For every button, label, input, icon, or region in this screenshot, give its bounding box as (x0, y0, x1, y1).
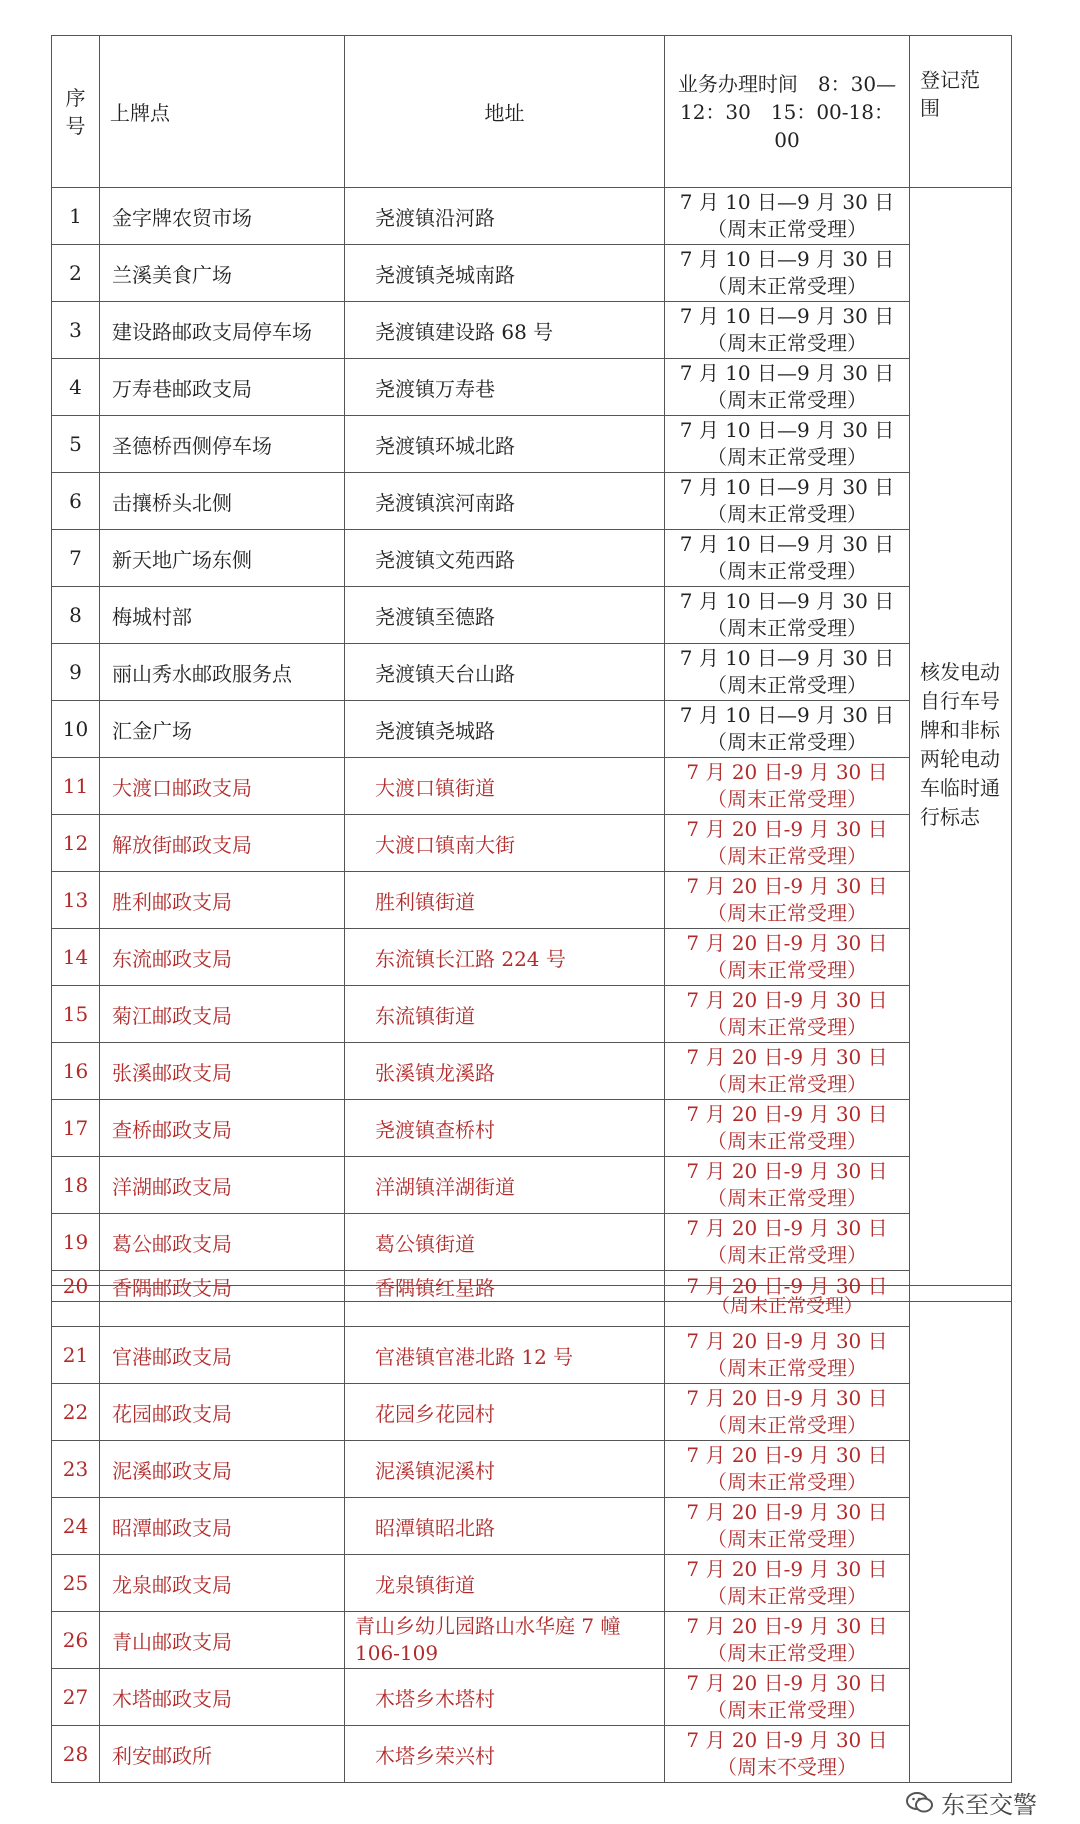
row-no: 14 (52, 929, 100, 986)
row-name: 利安邮政所 (100, 1726, 345, 1783)
row-time-range: 7 月 20 日-9 月 30 日 (686, 1216, 888, 1240)
row-addr: 花园乡花园村 (345, 1384, 665, 1441)
row-name: 青山邮政支局 (100, 1612, 345, 1669)
row-name: 张溪邮政支局 (100, 1043, 345, 1100)
table-row (52, 416, 1012, 473)
registration-table (51, 35, 1012, 1302)
table-row (52, 302, 1012, 359)
table-body-1 (52, 188, 1012, 1302)
header-name: 上牌点 (100, 36, 345, 188)
row-name: 大渡口邮政支局 (100, 758, 345, 815)
row-addr: 木塔乡木塔村 (345, 1669, 665, 1726)
row-name: 查桥邮政支局 (100, 1100, 345, 1157)
row-name: 万寿巷邮政支局 (100, 359, 345, 416)
row-time (665, 1726, 910, 1783)
row-name: 泥溪邮政支局 (100, 1441, 345, 1498)
row-time-note: （周末正常受理） (707, 1072, 867, 1096)
row-time (665, 986, 910, 1043)
row-name: 木塔邮政支局 (100, 1669, 345, 1726)
row-no: 17 (52, 1100, 100, 1157)
row-no: 2 (52, 245, 100, 302)
row-addr: 尧渡镇沿河路 (345, 188, 665, 245)
row-no: 27 (52, 1669, 100, 1726)
table-row (52, 587, 1012, 644)
row-time (665, 1612, 910, 1669)
row-name: 丽山秀水邮政服务点 (100, 644, 345, 701)
row-time-note: （周末正常受理） (665, 1286, 910, 1327)
row-name: 香隅邮政支局 (100, 1271, 345, 1302)
row-addr: 洋湖镇洋湖街道 (345, 1157, 665, 1214)
row-name: 葛公邮政支局 (100, 1214, 345, 1271)
row-no: 26 (52, 1612, 100, 1669)
row-time-note: （周末正常受理） (707, 1413, 867, 1437)
table-row (52, 188, 1012, 245)
row-time (665, 1384, 910, 1441)
watermark (905, 1785, 1037, 1820)
row-addr: 昭潭镇昭北路 (345, 1498, 665, 1555)
row-addr: 尧渡镇万寿巷 (345, 359, 665, 416)
row-time-range: 7 月 20 日-9 月 30 日 (686, 1102, 888, 1126)
row-time-note: （周末正常受理） (707, 958, 867, 982)
row-no: 19 (52, 1214, 100, 1271)
row-name: 击攘桥头北侧 (100, 473, 345, 530)
row-time (665, 1441, 910, 1498)
table-row (52, 1100, 1012, 1157)
row-time-range: 7 月 10 日—9 月 30 日 (679, 475, 895, 499)
row-time (665, 530, 910, 587)
row-name: 金字牌农贸市场 (100, 188, 345, 245)
row-time-note: （周末正常受理） (707, 388, 867, 412)
row-time-range: 7 月 20 日-9 月 30 日 (686, 1443, 888, 1467)
row-addr: 尧渡镇天台山路 (345, 644, 665, 701)
row-no: 28 (52, 1726, 100, 1783)
row-no: 1 (52, 188, 100, 245)
row-time (665, 359, 910, 416)
row-no: 23 (52, 1441, 100, 1498)
row-time-range: 7 月 10 日—9 月 30 日 (679, 361, 895, 385)
row-time-note: （周末正常受理） (707, 1243, 867, 1267)
row-addr: 大渡口镇街道 (345, 758, 665, 815)
header-no: 序号 (52, 36, 100, 188)
table-row (52, 530, 1012, 587)
row-no: 13 (52, 872, 100, 929)
row-time (665, 416, 910, 473)
empty-cell (345, 1286, 665, 1327)
row-no: 3 (52, 302, 100, 359)
row-time-note: （周末正常受理） (707, 730, 867, 754)
row-time-range: 7 月 20 日-9 月 30 日 (686, 1728, 888, 1752)
wechat-icon (905, 1790, 935, 1816)
row-no: 8 (52, 587, 100, 644)
row-name: 菊江邮政支局 (100, 986, 345, 1043)
row-time-range: 7 月 10 日—9 月 30 日 (679, 703, 895, 727)
table-row (52, 644, 1012, 701)
row-addr: 尧渡镇环城北路 (345, 416, 665, 473)
row-time-range: 7 月 10 日—9 月 30 日 (679, 646, 895, 670)
row-time (665, 815, 910, 872)
row-name: 花园邮政支局 (100, 1384, 345, 1441)
table-row (52, 758, 1012, 815)
row-time-note: （周末正常受理） (707, 787, 867, 811)
row-addr: 东流镇长江路 224 号 (345, 929, 665, 986)
row-time-note: （周末正常受理） (707, 844, 867, 868)
row-time (665, 758, 910, 815)
header-scope: 登记范围 (910, 36, 1012, 188)
row-time-range: 7 月 20 日-9 月 30 日 (686, 874, 888, 898)
row-time-range: 7 月 10 日—9 月 30 日 (679, 418, 895, 442)
row-no: 25 (52, 1555, 100, 1612)
row-name: 建设路邮政支局停车场 (100, 302, 345, 359)
row-addr: 东流镇街道 (345, 986, 665, 1043)
registration-table-continued (51, 1285, 1012, 1783)
watermark-text: 东至交警 (941, 1791, 1037, 1819)
table-row (52, 473, 1012, 530)
row-name: 汇金广场 (100, 701, 345, 758)
row-time-range: 7 月 20 日-9 月 30 日 (686, 931, 888, 955)
row-name: 圣德桥西侧停车场 (100, 416, 345, 473)
row-time (665, 701, 910, 758)
table-row (52, 815, 1012, 872)
row-no: 22 (52, 1384, 100, 1441)
row-no: 15 (52, 986, 100, 1043)
empty-cell (100, 1286, 345, 1327)
row-time-note: （周末正常受理） (707, 1186, 867, 1210)
row-addr: 青山乡幼儿园路山水华庭 7 幢 106-109 (345, 1612, 665, 1669)
row-time-note: （周末正常受理） (707, 1129, 867, 1153)
row-time-note: （周末正常受理） (707, 901, 867, 925)
row-time-note: （周末正常受理） (707, 1356, 867, 1380)
row-time-range: 7 月 10 日—9 月 30 日 (679, 532, 895, 556)
row-time (665, 1100, 910, 1157)
row-no: 21 (52, 1327, 100, 1384)
row-time-range: 7 月 10 日—9 月 30 日 (679, 304, 895, 328)
table-part-1 (51, 35, 1011, 1302)
table-header-row (52, 36, 1012, 188)
row-addr: 尧渡镇滨河南路 (345, 473, 665, 530)
row-no: 11 (52, 758, 100, 815)
row-addr: 尧渡镇尧城南路 (345, 245, 665, 302)
row-time-note: （周末正常受理） (707, 1584, 867, 1608)
table-part-2 (51, 1285, 1011, 1783)
row-time-range: 7 月 20 日-9 月 30 日 (686, 1386, 888, 1410)
row-time-note: （周末正常受理） (707, 331, 867, 355)
row-addr: 葛公镇街道 (345, 1214, 665, 1271)
row-no: 5 (52, 416, 100, 473)
row-name: 东流邮政支局 (100, 929, 345, 986)
row-no: 6 (52, 473, 100, 530)
row-name: 洋湖邮政支局 (100, 1157, 345, 1214)
row-time-range: 7 月 10 日—9 月 30 日 (679, 589, 895, 613)
row-time-note: （周末正常受理） (707, 445, 867, 469)
row-time-range: 7 月 20 日-9 月 30 日 (686, 988, 888, 1012)
table-row (52, 1441, 1012, 1498)
row-addr: 尧渡镇文苑西路 (345, 530, 665, 587)
table-row-continuation (52, 1286, 1012, 1327)
table-row (52, 1669, 1012, 1726)
row-no: 4 (52, 359, 100, 416)
row-addr: 尧渡镇查桥村 (345, 1100, 665, 1157)
row-time-range: 7 月 20 日-9 月 30 日 (686, 1614, 888, 1638)
table-row (52, 1498, 1012, 1555)
row-addr: 龙泉镇街道 (345, 1555, 665, 1612)
row-time-range: 7 月 20 日-9 月 30 日 (686, 1045, 888, 1069)
row-time (665, 302, 910, 359)
row-time (665, 1157, 910, 1214)
row-time-range: 7 月 20 日-9 月 30 日 (686, 1557, 888, 1581)
row-addr: 香隅镇红星路 (345, 1271, 665, 1302)
table-row (52, 1555, 1012, 1612)
table-row (52, 359, 1012, 416)
row-time-note: （周末正常受理） (707, 1470, 867, 1494)
scope-cell-continued (910, 1286, 1012, 1783)
table-row (52, 1612, 1012, 1669)
row-no: 7 (52, 530, 100, 587)
row-time-range: 7 月 20 日-9 月 30 日 (686, 1159, 888, 1183)
row-no: 24 (52, 1498, 100, 1555)
row-time (665, 1043, 910, 1100)
header-time: 业务办理时间 8：30—12：30 15：00-18：00 (665, 36, 910, 188)
row-time-range: 7 月 20 日-9 月 30 日 (686, 1500, 888, 1524)
row-time (665, 1555, 910, 1612)
table-row (52, 986, 1012, 1043)
row-time-range: 7 月 10 日—9 月 30 日 (679, 190, 895, 214)
row-time-note: （周末不受理） (717, 1755, 857, 1779)
row-name: 胜利邮政支局 (100, 872, 345, 929)
row-addr: 张溪镇龙溪路 (345, 1043, 665, 1100)
row-time (665, 644, 910, 701)
row-name: 兰溪美食广场 (100, 245, 345, 302)
scope-cell: 核发电动自行车号牌和非标两轮电动车临时通行标志 (910, 188, 1012, 1302)
empty-cell (52, 1286, 100, 1327)
row-time-note: （周末正常受理） (707, 1698, 867, 1722)
table-body-2 (52, 1286, 1012, 1783)
row-name: 龙泉邮政支局 (100, 1555, 345, 1612)
row-time-note: （周末正常受理） (707, 502, 867, 526)
table-row (52, 872, 1012, 929)
row-name: 解放街邮政支局 (100, 815, 345, 872)
row-addr: 尧渡镇尧城路 (345, 701, 665, 758)
table-row (52, 1726, 1012, 1783)
row-time (665, 1327, 910, 1384)
row-time (665, 1669, 910, 1726)
row-name: 官港邮政支局 (100, 1327, 345, 1384)
table-row (52, 1157, 1012, 1214)
table-row (52, 1384, 1012, 1441)
row-addr: 官港镇官港北路 12 号 (345, 1327, 665, 1384)
row-no: 18 (52, 1157, 100, 1214)
header-addr: 地址 (345, 36, 665, 188)
row-addr: 泥溪镇泥溪村 (345, 1441, 665, 1498)
row-time-note: （周末正常受理） (707, 1641, 867, 1665)
row-time-range: 7 月 10 日—9 月 30 日 (679, 247, 895, 271)
table-row (52, 701, 1012, 758)
row-no: 16 (52, 1043, 100, 1100)
row-addr: 大渡口镇南大街 (345, 815, 665, 872)
row-addr: 木塔乡荣兴村 (345, 1726, 665, 1783)
row-time (665, 872, 910, 929)
table-row (52, 1214, 1012, 1271)
row-name: 梅城村部 (100, 587, 345, 644)
row-time-note: （周末正常受理） (707, 1015, 867, 1039)
row-time (665, 929, 910, 986)
row-no: 9 (52, 644, 100, 701)
row-time-range: 7 月 20 日-9 月 30 日 (686, 1329, 888, 1353)
row-time-range: 7 月 20 日-9 月 30 日 (686, 760, 888, 784)
row-time-note: （周末正常受理） (707, 217, 867, 241)
row-time-range: 7 月 20 日-9 月 30 日 (686, 1671, 888, 1695)
row-addr: 尧渡镇至德路 (345, 587, 665, 644)
row-time (665, 188, 910, 245)
row-addr: 胜利镇街道 (345, 872, 665, 929)
table-row (52, 1043, 1012, 1100)
row-time (665, 587, 910, 644)
row-no: 20 (52, 1271, 100, 1302)
row-time (665, 245, 910, 302)
row-time-range: 7 月 20 日-9 月 30 日 (686, 1273, 888, 1298)
row-no: 12 (52, 815, 100, 872)
row-name: 新天地广场东侧 (100, 530, 345, 587)
row-time (665, 1498, 910, 1555)
row-time-note: （周末正常受理） (707, 559, 867, 583)
row-no: 10 (52, 701, 100, 758)
table-row (52, 245, 1012, 302)
row-time (665, 1214, 910, 1271)
row-name: 昭潭邮政支局 (100, 1498, 345, 1555)
row-addr: 尧渡镇建设路 68 号 (345, 302, 665, 359)
row-time-note: （周末正常受理） (707, 274, 867, 298)
row-time-note: （周末正常受理） (707, 1527, 867, 1551)
row-time (665, 473, 910, 530)
row-time-range: 7 月 20 日-9 月 30 日 (686, 817, 888, 841)
table-row (52, 1327, 1012, 1384)
row-time-note: （周末正常受理） (707, 616, 867, 640)
table-row (52, 929, 1012, 986)
row-time-note: （周末正常受理） (707, 673, 867, 697)
